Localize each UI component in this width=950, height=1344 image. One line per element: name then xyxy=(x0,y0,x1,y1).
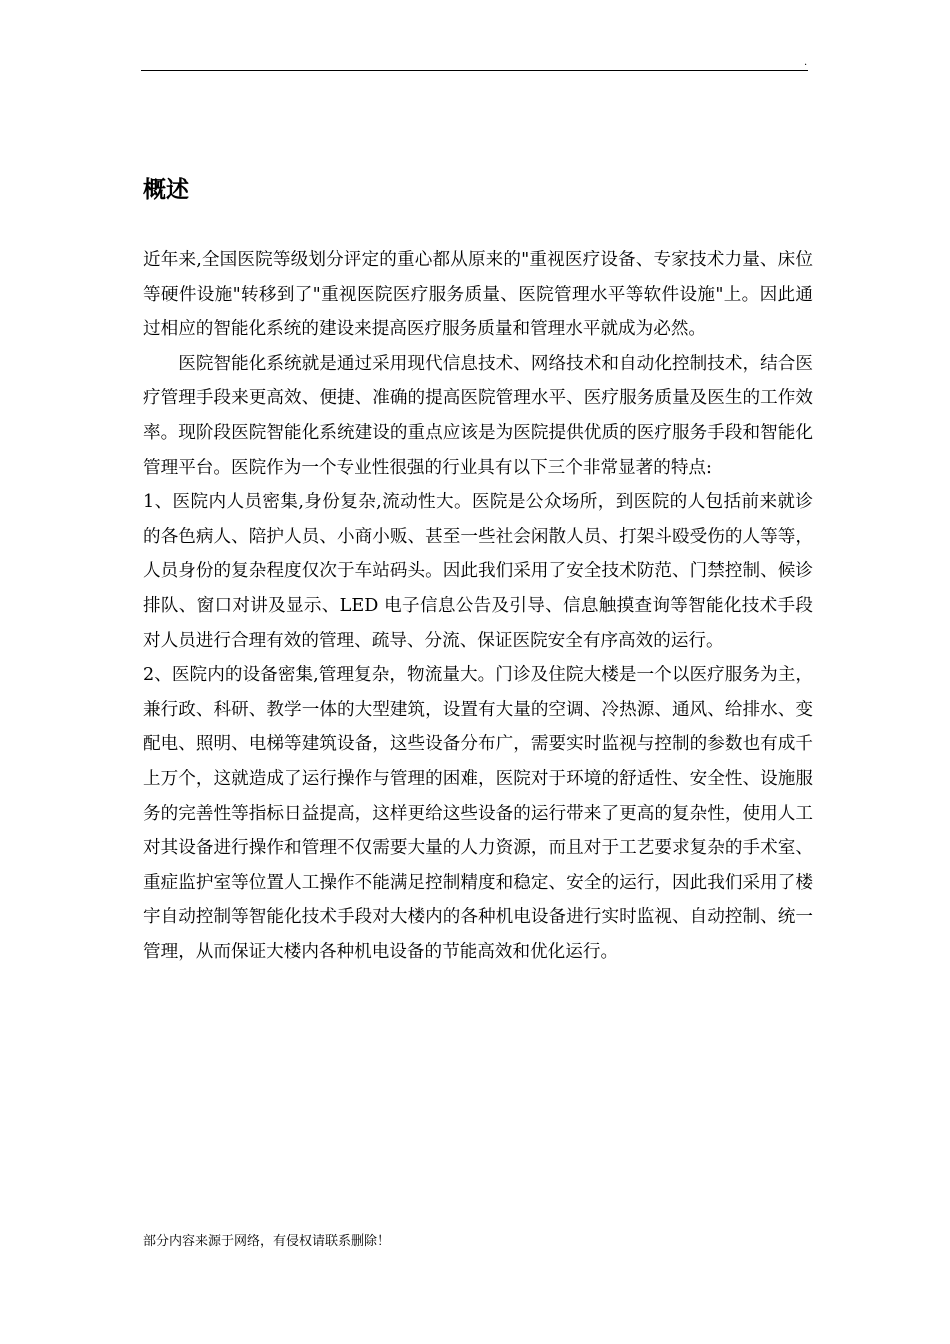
paragraph-point-2: 2、医院内的设备密集,管理复杂，物流量大。门诊及住院大楼是一个以医疗服务为主，兼行政、科研、教学一体的大型建筑，设置有大量的空调、冷热源、通风、给排水、变配电、照明、电梯等建筑设备，这些设备分布广，需要实时监视与控制的参数也有成千上万个，这就造成了运行操作与管理的困难，医院对于环境的舒适性、安全性、设施服务的完善性等指标日益提高，这样更给这些设备的运行带来了更高的复杂性，使用人工对其设备进行操作和管理不仅需要大量的人力资源，而且对于工艺要求复杂的手术室、重症监护室等位置人工操作不能满足控制精度和稳定、安全的运行，因此我们采用了楼宇自动控制等智能化技术手段对大楼内的各种机电设备进行实时监视、自动控制、统一管理，从而保证大楼内各种机电设备的节能高效和优化运行。 xyxy=(143,665,813,962)
footer-note: 部分内容来源于网络，有侵权请联系删除！ xyxy=(143,1234,391,1249)
page-title: 概述 xyxy=(143,177,189,203)
header-rule xyxy=(141,70,808,71)
document-body xyxy=(143,243,813,969)
header-mark: . xyxy=(804,57,808,68)
paragraph-point-1: 1、医院内人员密集,身份复杂,流动性大。医院是公众场所，到医院的人包括前来就诊的各色病人、陪护人员、小商小贩、甚至一些社会闲散人员、打架斗殴受伤的人等等，人员身份的复杂程度仅次于车站码头。因此我们采用了安全技术防范、门禁控制、候诊排队、窗口对讲及显示、LED 电子信息公告及引导、信息触摸查询等智能化技术手段对人员进行合理有效的管理、疏导、分流、保证医院安全有序高效的运行。 xyxy=(143,492,813,651)
paragraph-overview: 医院智能化系统就是通过采用现代信息技术、网络技术和自动化控制技术，结合医疗管理手段来更高效、便捷、准确的提高医院管理水平、医疗服务质量及医生的工作效率。现阶段医院智能化系统建设的重点应该是为医院提供优质的医疗服务手段和智能化管理平台。医院作为一个专业性很强的行业具有以下三个非常显著的特点: xyxy=(143,353,813,478)
paragraph-intro: 近年来,全国医院等级划分评定的重心都从原来的"重视医疗设备、专家技术力量、床位等硬件设施"转移到了"重视医院医疗服务质量、医院管理水平等软件设施"上。因此通过相应的智能化系统的建设来提高医疗服务质量和管理水平就成为必然。 xyxy=(143,250,813,340)
